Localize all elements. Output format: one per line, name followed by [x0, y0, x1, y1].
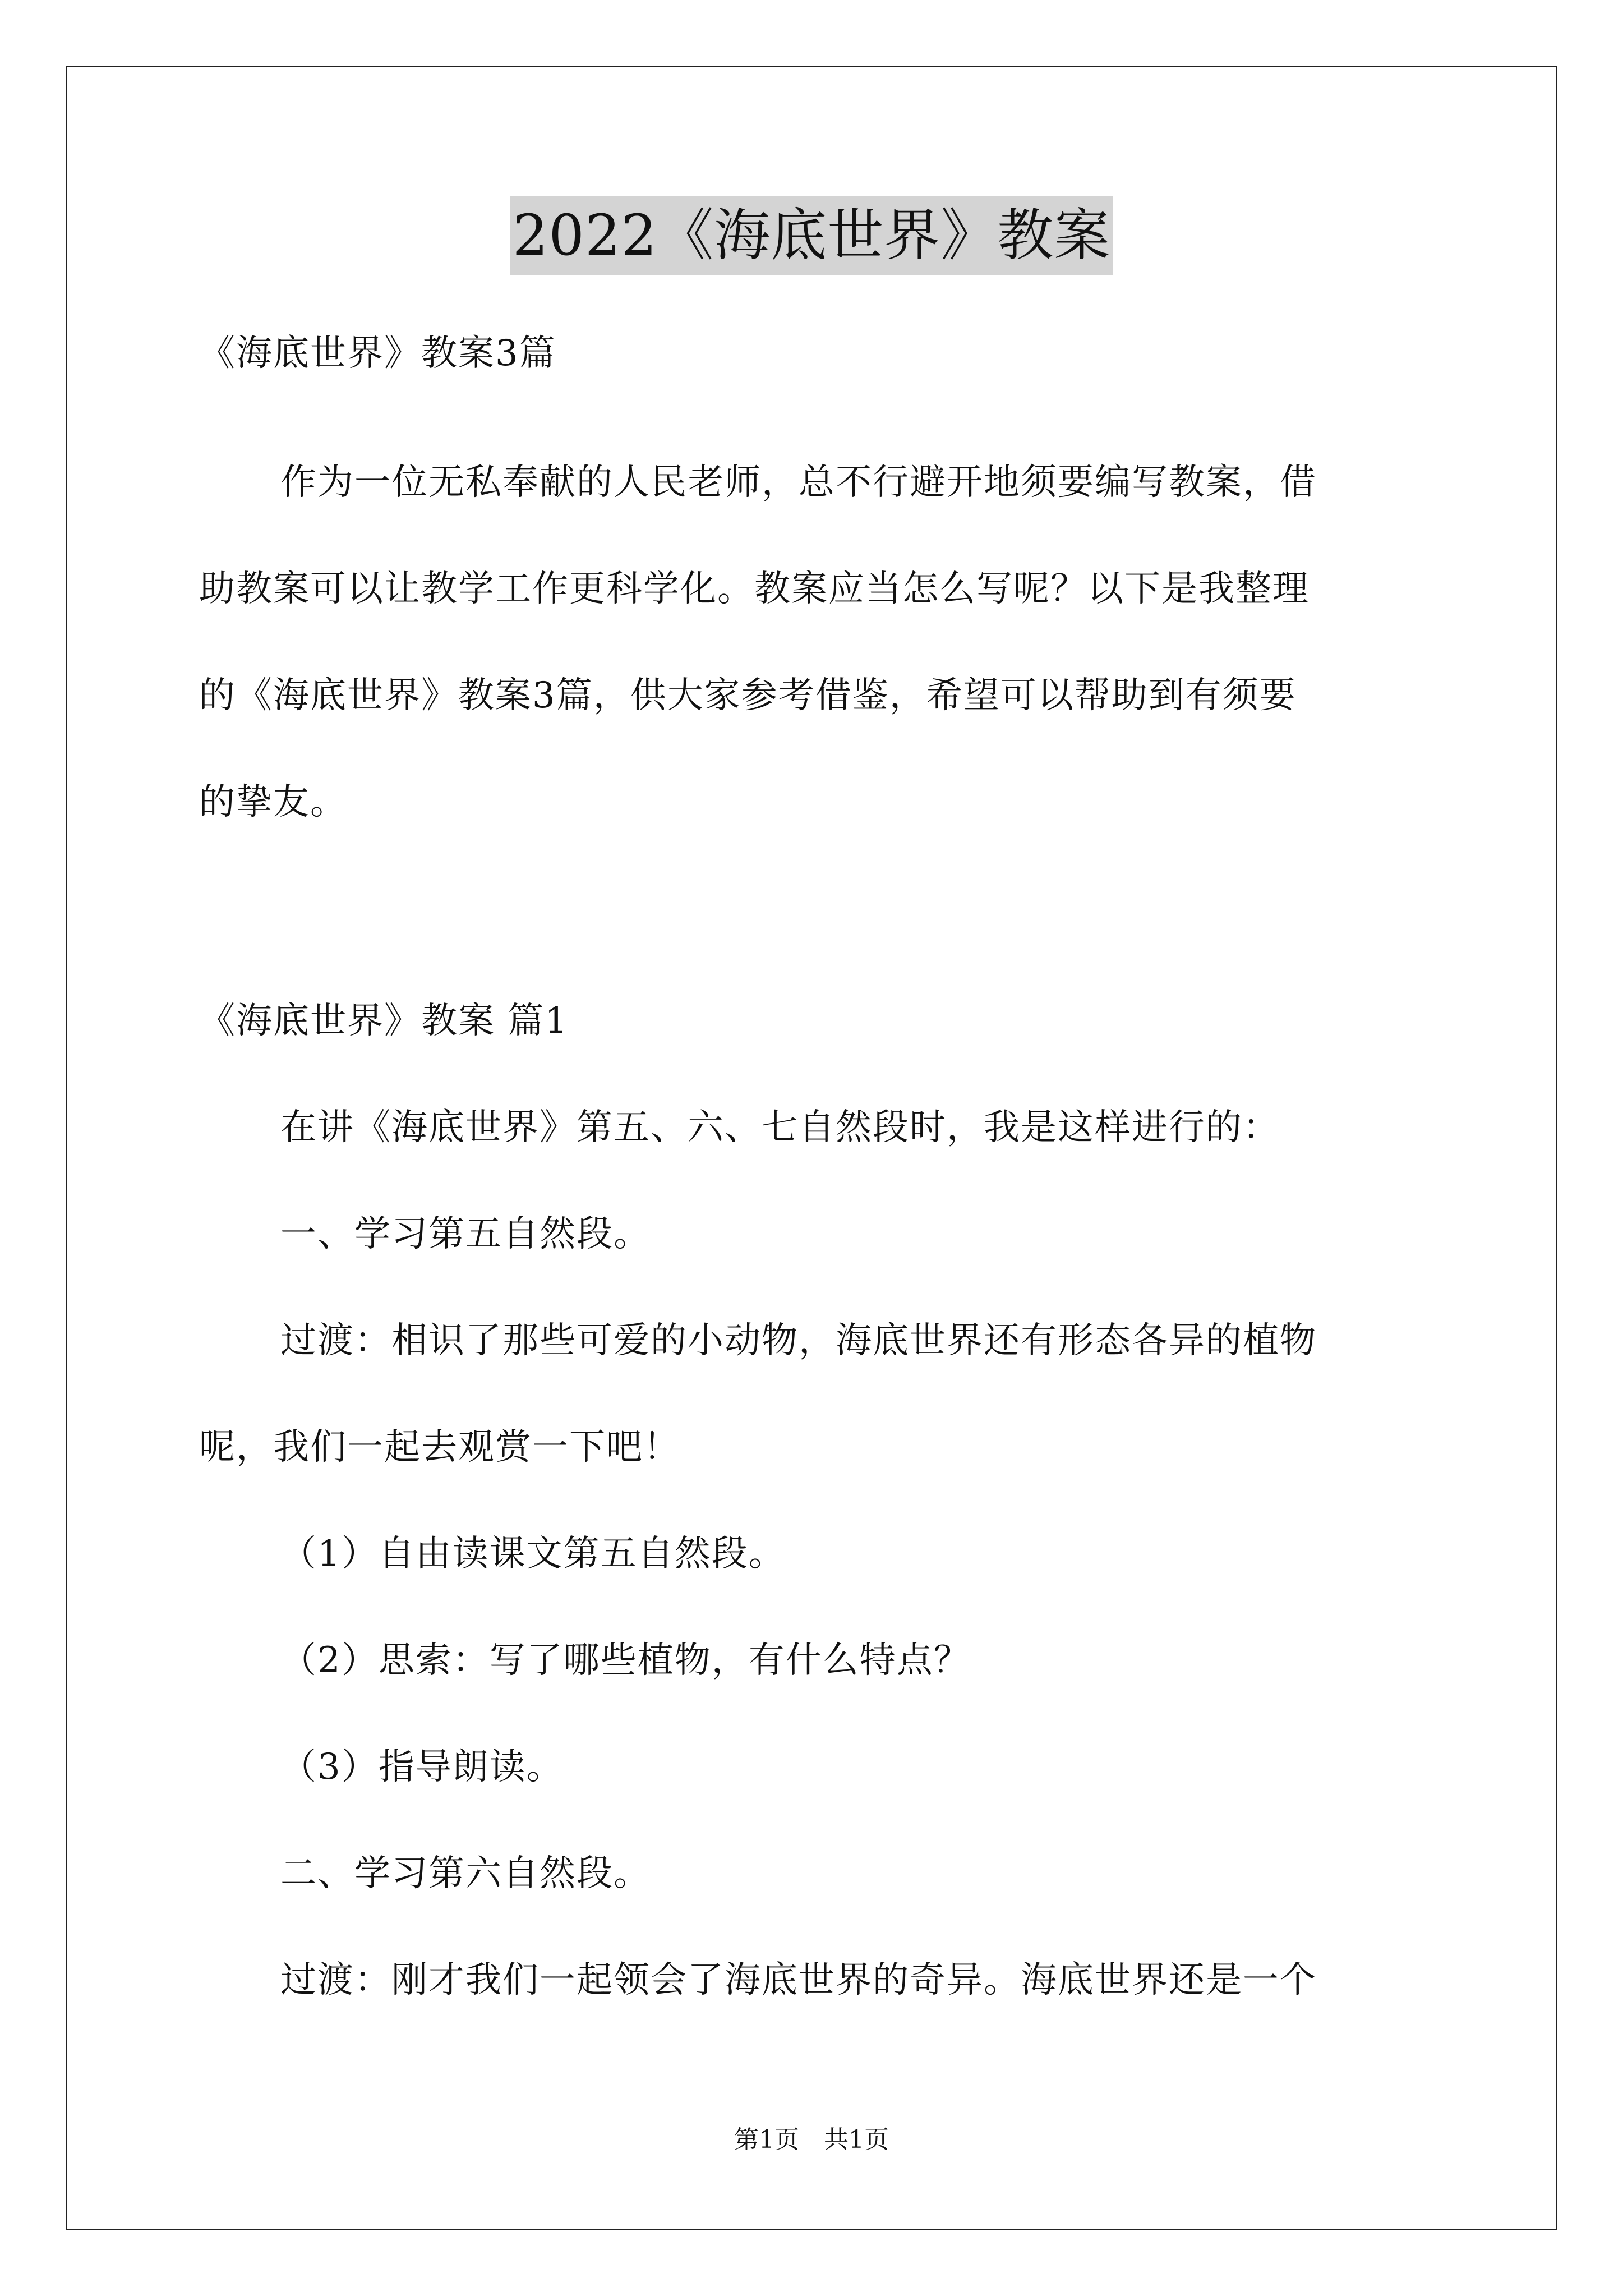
section-line-4: 呢，我们一起去观赏一下吧！: [199, 1427, 680, 1468]
intro-line-1: 作为一位无私奉献的人民老师，总不行避开地须要编写教案，借: [280, 462, 1317, 503]
section-line-9: 过渡：刚才我们一起领会了海底世界的奇异。海底世界还是一个: [280, 1959, 1317, 2001]
section-line-7: （3）指导朗读。: [280, 1746, 564, 1788]
section-line-1: 在讲《海底世界》第五、六、七自然段时，我是这样进行的：: [280, 1107, 1280, 1148]
page-footer: 第1页 共1页: [734, 2125, 889, 2154]
title-wrap: [0, 196, 1623, 275]
section-line-3: 过渡：相识了那些可爱的小动物，海底世界还有形态各异的植物: [280, 1320, 1317, 1361]
intro-line-3: 的《海底世界》教案3篇，供大家参考借鉴，希望可以帮助到有须要: [199, 675, 1297, 716]
intro-line-2: 助教案可以让教学工作更科学化。教案应当怎么写呢？以下是我整理: [199, 568, 1310, 610]
section-heading: 《海底世界》教案 篇1: [199, 1000, 569, 1042]
intro-line-4: 的挚友。: [199, 781, 347, 823]
section-line-5: （1）自由读课文第五自然段。: [280, 1533, 786, 1575]
section-line-8: 二、学习第六自然段。: [280, 1853, 651, 1894]
document-subtitle: 《海底世界》教案3篇: [199, 333, 556, 374]
section-line-2: 一、学习第五自然段。: [280, 1213, 651, 1255]
section-line-6: （2）思索：写了哪些植物，有什么特点？: [280, 1640, 971, 1681]
document-title: 2022《海底世界》教案: [510, 196, 1113, 275]
